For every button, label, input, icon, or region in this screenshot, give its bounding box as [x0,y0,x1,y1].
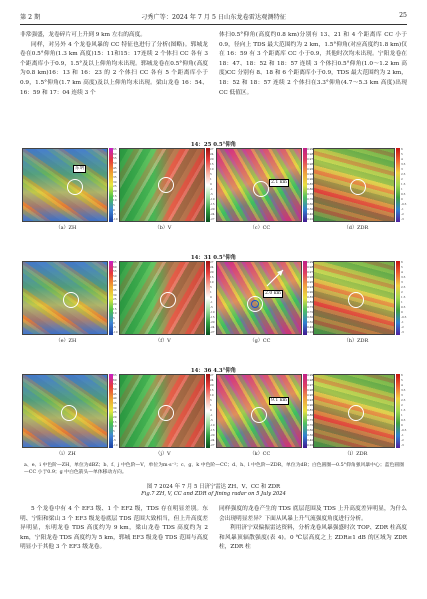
storm-center-circle [160,292,176,308]
colorbar-tick-label: 0 [210,295,212,299]
storm-center-circle [67,179,83,195]
colorbar-tick-label: 0.95 [307,280,314,284]
colorbar-tick-label: 3 [401,280,403,284]
panel-label: （d）ZDR [343,225,369,231]
storm-center-circle [158,177,174,193]
panel-label: （g）CC [249,338,271,344]
colorbar-tick-label: 0.70 [307,310,314,314]
colorbar-tick-label: 0.60 [307,315,314,319]
paragraph: 体扫0.5°仰角(高度约0.8 km)分别有 13、21 和 4 个距离库 CC 小于0.9，径向上 TDS 最大范围约为 2 km，1.5°仰角(对应高度约1.8 km)仅在 16：59 有 3 个距离库 CC 小于0.9，其他时次均未出现。宁阳龙卷在 18：47、18：52 和 18：57 连续 3 个体扫0.5°仰角(1.0～1.2 km 高度)CC 分别有 8、18 和 6 个距离库小于0.9，TDS 最大范围约为 2 km，18：52 和 18：57 连续 2 个体扫在3.3°仰角(4.7～5.3 km 高度)出现 CC 低值区。 [219,32,407,96]
colorbar-tick-label: 1 [401,413,403,417]
colorbar-tick-label: 0.95 [307,167,314,171]
colorbar-tick-label: -24 [210,325,215,329]
panel-label: （j）V [155,451,171,457]
colorbar-tick-label: -10 [210,423,215,427]
colorbar-tick-label: -3 [401,443,404,447]
colorbar-tick-label: -1 [210,413,213,417]
colorbar-tick-label: 15 [113,306,117,311]
colorbar-tick-label: 0.40 [307,325,314,329]
colorbar-tick-label: 55 [113,156,117,161]
colorbar-tick-label: 20 [210,270,214,274]
movement-arrow [217,262,302,335]
right-column-bottom [219,505,407,553]
colorbar-tick-label: 4 [401,157,403,161]
colorbar-tick-label: 45 [113,391,117,396]
colorbar-tick-label: 10 [210,280,214,284]
colorbar-tick-label: -3 [401,217,404,221]
colorbar-tick-label: 15 [113,193,117,198]
colorbar-tick-label: -15 [210,202,215,206]
colorbar-tick-label: -1 [401,433,404,437]
colorbar-tick-label: 0.50 [307,320,314,324]
colorbar-tick-label: 10 [210,167,214,171]
colorbar-tick-label: 1 [401,300,403,304]
colorbar-tick-label: 1 [210,177,212,181]
colorbar-tick-label: 0.85 [307,182,314,186]
colorbar-tick-label: 1 [210,403,212,407]
colorbar-tick-label: 0.5 [401,418,406,422]
colorbar-tick-label: 6 [401,373,403,377]
colorbar-tick-label: 35 [113,401,117,405]
radar-panel-v [119,148,205,222]
colorbar-tick-label: -24 [210,438,215,442]
colorbar-tick-label: 55 [113,382,117,387]
colorbar-tick-label: 60 [113,151,117,156]
colorbar-tick-label: 15 [113,419,117,424]
colorbar-tick-label: -20 [210,320,215,324]
colorbar-tick-label: 0.96 [307,162,314,166]
colorbar-tick-label: 0.97 [307,270,314,274]
colorbar-tick-label: 0 [401,423,403,427]
colorbar-zdr [396,261,400,335]
colorbar-tick-label: 60 [113,264,117,269]
colorbar-tick-label: 5 [401,152,403,156]
colorbar-tick-label: 0.96 [307,275,314,279]
colorbar-tick-label: 0.75 [307,305,314,309]
colorbar-tick-label: 20 [210,157,214,161]
colorbar-tick-label: 40 [113,396,117,401]
colorbar-tick-label: 6 [401,260,403,264]
colorbar-tick-label: -10 [113,443,118,447]
colorbar-tick-label: 2 [401,403,403,407]
colorbar-tick-label: -0.5 [401,202,407,206]
colorbar-tick-label: 0.90 [307,177,314,181]
colorbar-tick-label: 2.5 [401,398,406,402]
radar-panel-v [119,261,205,335]
colorbar-tick-label: 6 [401,147,403,151]
colorbar-tick-label: 20 [113,302,117,306]
colorbar-tick-label: 0.50 [307,433,314,437]
colorbar-tick-label: -0.5 [401,428,407,432]
colorbar-tick-label: 2.5 [401,285,406,289]
colorbar-tick-label: 65 [113,373,117,377]
storm-center-circle [348,405,364,421]
panel-label: （c）CC [249,225,271,231]
colorbar-tick-label: 2.5 [401,172,406,176]
colorbar-tick-label: 3.5 [401,275,406,279]
panel-label: （i）ZH [56,451,76,457]
colorbar-tick-label: 0.40 [307,438,314,442]
colorbar-tick-label: 65 [113,147,117,151]
storm-center-circle [251,407,267,423]
running-header [20,10,407,25]
colorbar-tick-label: -1 [401,207,404,211]
storm-center-circle [63,292,79,308]
panel-label: （h）ZDR [343,338,369,344]
colorbar-tick-label: 24 [210,152,214,156]
colorbar-tick-label: -2 [401,438,404,442]
colorbar-tick-label: -27 [210,217,215,221]
colorbar-tick-label: -10 [210,197,215,201]
colorbar-tick-label: 10 [113,311,117,316]
radar-panel-zh [22,261,108,335]
colorbar-tick-label: 65 [113,260,117,264]
row-title: 14：36 4.3°仰角 [190,368,237,374]
row-title: 14：25 0.5°仰角 [190,142,237,148]
location-label: 东明 [75,166,85,171]
colorbar-tick-label: 0.20 [307,443,314,447]
colorbar-tick-label: -2 [401,212,404,216]
colorbar-tick-label: 0.60 [307,202,314,206]
colorbar-tick-label: 0.99 [307,260,314,264]
colorbar-tick-label: 24 [210,265,214,269]
colorbar-tick-label: 50 [113,274,117,278]
colorbar-tick-label: 0.85 [307,408,314,412]
colorbar-tick-label: 5 [113,429,115,433]
row-title: 14：31 0.5°仰角 [190,255,237,261]
colorbar-tick-label: 0 [210,408,212,412]
radar-panel-zh [22,374,108,448]
colorbar-tick-label: 0.70 [307,197,314,201]
colorbar-tick-label: 35 [113,175,117,179]
radar-panel-zdr [313,374,395,448]
colorbar-tick-label: 0 [401,197,403,201]
storm-center-circle [348,292,364,308]
page-number: 25 [399,12,407,19]
colorbar-tick-label: 0.70 [307,423,314,427]
colorbar-tick-label: 0.20 [307,330,314,334]
colorbar-tick-label: 0.90 [307,290,314,294]
colorbar-tick-label: 3 [401,167,403,171]
colorbar-tick-label: 0.75 [307,418,314,422]
colorbar-tick-label: 4 [401,383,403,387]
colorbar-tick-label: 40 [113,170,117,175]
colorbar-tick-label: 55 [113,269,117,274]
colorbar-tick-label: 0.85 [307,295,314,299]
running-title: 刁秀广等：2024 年 7 月 5 日山东龙卷雷达观测特征 [141,14,286,21]
colorbar-tick-label: -20 [210,207,215,211]
colorbar-tick-label: 20 [113,189,117,193]
colorbar-zdr [396,374,400,448]
colorbar-tick-label: 2 [401,290,403,294]
colorbar-tick-label: -27 [210,330,215,334]
colorbar-tick-label: -10 [113,217,118,221]
colorbar-tick-label: 15 [210,275,214,279]
colorbar-tick-label: 10 [210,393,214,397]
colorbar-tick-label: 0.5 [401,192,406,196]
storm-center-circle [61,405,77,421]
colorbar-tick-label: 0 [113,207,115,212]
colorbar-tick-label: 50 [113,161,117,165]
colorbar-tick-label: -24 [210,212,215,216]
paragraph: 同样强度的龙卷产生的 TDS 底层范围及 TDS 上升高度差异明显，为什么会出现明显差异？下面从风暴上升气流强度角度进行分析。 [219,506,407,522]
colorbar-tick-label: 0.93 [307,285,314,289]
colorbar-tick-label: 5 [113,203,115,207]
colorbar-tick-label: 15 [210,162,214,166]
colorbar-tick-label: 30 [113,292,117,297]
colorbar-tick-label: 2 [401,177,403,181]
colorbar-tick-label: 3 [401,393,403,397]
issue-number: 第 2 期 [20,14,41,21]
colorbar-tick-label: 0.20 [307,217,314,221]
radar-panel-zh [22,148,108,222]
paragraph: 同样，对另外 4 个龙卷风暴的 CC 特征也进行了分析(图略)。郓城龙卷在0.5°仰角(1.3 km 高度)15：11和15：17连续 2 个体扫 CC 各有 3 个距离库小于0.9，1.5°及以上仰角均未出现。郓城龙卷在0.5°仰角(高度为0.8 km)16：13 和 16：23 的 2 个体扫 CC 各有 5 个距离库小于0.9，1.5°仰角(1.7 km 高度)及以上仰角均未出现。梁山龙卷 16：54、16：59 和 17：04 连续 3 个 [20,41,208,96]
right-column-top [219,31,407,98]
colorbar-tick-label: 5 [401,378,403,382]
colorbar-tick-label: 0 [210,182,212,186]
colorbar-tick-label: -1 [210,187,213,191]
colorbar-zdr [396,148,400,222]
colorbar-tick-label: 0.98 [307,152,314,156]
colorbar-tick-label: 27 [210,260,214,264]
colorbar-tick-label: 20 [210,383,214,387]
colorbar-tick-label: 0 [401,310,403,314]
colorbar-tick-label: 0.99 [307,147,314,151]
colorbar-tick-label: 0.99 [307,373,314,377]
colorbar-tick-label: 1.5 [401,408,406,412]
colorbar-tick-label: 27 [210,373,214,377]
colorbar-tick-label: 0.5 [401,305,406,309]
storm-center-circle [158,405,174,421]
colorbar-tick-label: -1 [210,300,213,304]
height-label: 2.1 km [271,180,287,185]
colorbar-tick-label: -10 [210,310,215,314]
figure-caption-cn: 图 7 2024 年 7 月 5 日济宁雷达 ZH、V、CC 和 ZDR [146,484,281,490]
panel-label: （e）ZH [55,338,77,344]
height-label: 2.0 km [265,291,281,296]
colorbar-tick-label: 60 [113,377,117,382]
colorbar-tick-label: 0.50 [307,207,314,211]
left-column-bottom [20,505,208,553]
colorbar-tick-label: 30 [113,179,117,184]
colorbar-tick-label: -27 [210,443,215,447]
colorbar-tick-label: 15 [210,388,214,392]
colorbar-tick-label: 5 [210,172,212,176]
panel-label: （l）ZDR [344,451,368,457]
colorbar-tick-label: -10 [113,330,118,334]
radar-panel-cc [216,261,302,335]
panel-label: （a）ZH [55,225,77,231]
colorbar-tick-label: 10 [113,198,117,203]
colorbar-tick-label: -5 [113,212,116,217]
radar-panel-zdr [313,148,395,222]
colorbar-tick-label: -5 [210,192,213,196]
radar-panel-v [119,374,205,448]
colorbar-tick-label: -3 [401,330,404,334]
colorbar-tick-label: 1.5 [401,295,406,299]
colorbar-tick-label: -0.5 [401,315,407,319]
colorbar-tick-label: 25 [113,184,117,189]
colorbar-tick-label: 3.5 [401,162,406,166]
colorbar-tick-label: -20 [210,433,215,437]
colorbar-tick-label: 27 [210,147,214,151]
colorbar-tick-label: 24 [210,378,214,382]
colorbar-tick-label: 50 [113,387,117,391]
colorbar-tick-label: 25 [113,410,117,415]
colorbar-tick-label: 25 [113,297,117,302]
panel-label: （b）V [154,225,172,231]
colorbar-tick-label: 5 [210,398,212,402]
colorbar-tick-label: 0.96 [307,388,314,392]
colorbar-tick-label: 40 [113,283,117,288]
figure-7 [20,140,407,485]
colorbar-tick-label: -5 [210,305,213,309]
panel-label: （k）CC [249,451,271,457]
colorbar-tick-label: 0.93 [307,172,314,176]
height-label: 9.1 km [271,398,287,403]
colorbar-tick-label: -5 [113,325,116,330]
colorbar-tick-label: 0.40 [307,212,314,216]
left-column-top [20,31,208,98]
colorbar-tick-label: 35 [113,288,117,292]
colorbar-tick-label: 0.75 [307,192,314,196]
colorbar-tick-label: 0.95 [307,393,314,397]
colorbar-tick-label: 10 [113,424,117,429]
figure-caption-en: Fig.7 ZH, V, CC and ZDR of Jining radar on 5 July 2024 [141,491,286,497]
figure-note: a、e、i 中色阶—ZH，单位为dBZ；b、f、j 中色阶—V，单位为m·s⁻¹；c、g、k 中色阶—CC；d、h、l 中色阶—ZDR，单位为dB；白色圆圈—0.5°仰角强风暴中心；蓝色圆圈—CC 小于0.9；g 中白色箭头—单体移动方向。 [24,463,404,476]
colorbar-tick-label: 0.97 [307,157,314,161]
colorbar-tick-label: -5 [113,438,116,443]
radar-panel-cc [216,148,302,222]
colorbar-tick-label: 0.60 [307,428,314,432]
colorbar-tick-label: 0.80 [307,187,314,191]
paragraph: 利用济宁双偏振雷达资料，分析龙卷风暴强盛时次 TOP、ZDR 柱高度和风暴顶辐散强度(表 4)。0 ℃层高度之上 ZDR≥1 dB 的区域为 ZDR 柱，ZDR 柱 [219,525,407,551]
colorbar-tick-label: -15 [210,315,215,319]
colorbar-tick-label: 3.5 [401,388,406,392]
colorbar-tick-label: 45 [113,278,117,283]
colorbar-tick-label: -2 [401,325,404,329]
colorbar-tick-label: 0.97 [307,383,314,387]
colorbar-tick-label: 5 [210,285,212,289]
colorbar-tick-label: 0.93 [307,398,314,402]
colorbar-tick-label: 0.80 [307,413,314,417]
colorbar-tick-label: 45 [113,165,117,170]
storm-center-circle [350,179,366,195]
panel-label: （f）V [155,338,171,344]
colorbar-tick-label: 4 [401,270,403,274]
colorbar-tick-label: -15 [210,428,215,432]
radar-panel-cc [216,374,302,448]
colorbar-tick-label: 0.98 [307,378,314,382]
colorbar-tick-label: 0.80 [307,300,314,304]
colorbar-tick-label: 0.90 [307,403,314,407]
colorbar-tick-label: 0.98 [307,265,314,269]
colorbar-tick-label: 30 [113,405,117,410]
paragraph: 非常强盛，龙卷碎片可上升到 9 km 左右的高度。 [20,32,146,38]
colorbar-tick-label: 20 [113,415,117,419]
colorbar-tick-label: 0 [113,320,115,325]
storm-center-circle [253,181,269,197]
colorbar-tick-label: 1 [210,290,212,294]
colorbar-tick-label: -1 [401,320,404,324]
colorbar-tick-label: 5 [113,316,115,320]
colorbar-tick-label: 1.5 [401,182,406,186]
colorbar-tick-label: 1 [401,187,403,191]
paragraph: 5 个龙卷中有 4 个 EF3 级、1 个 EF2 级，TDS 存在明显差别。东明、宁阳和梁山 3 个 EF3 级龙卷底层 TDS 范围大致相当，但上升高度差异明显，东明龙卷 TDS 高度约为 9 km，梁山龙卷 TDS 高度约为 2 km，宁阳龙卷 TDS 高度约为 5 km，郓城 EF3 级龙卷 TDS 范围与高度明显小于其他 3 个 EF3 级龙卷。 [20,506,208,551]
radar-panel-zdr [313,261,395,335]
colorbar-tick-label: 5 [401,265,403,269]
colorbar-tick-label: -5 [210,418,213,422]
colorbar-tick-label: 0 [113,433,115,438]
